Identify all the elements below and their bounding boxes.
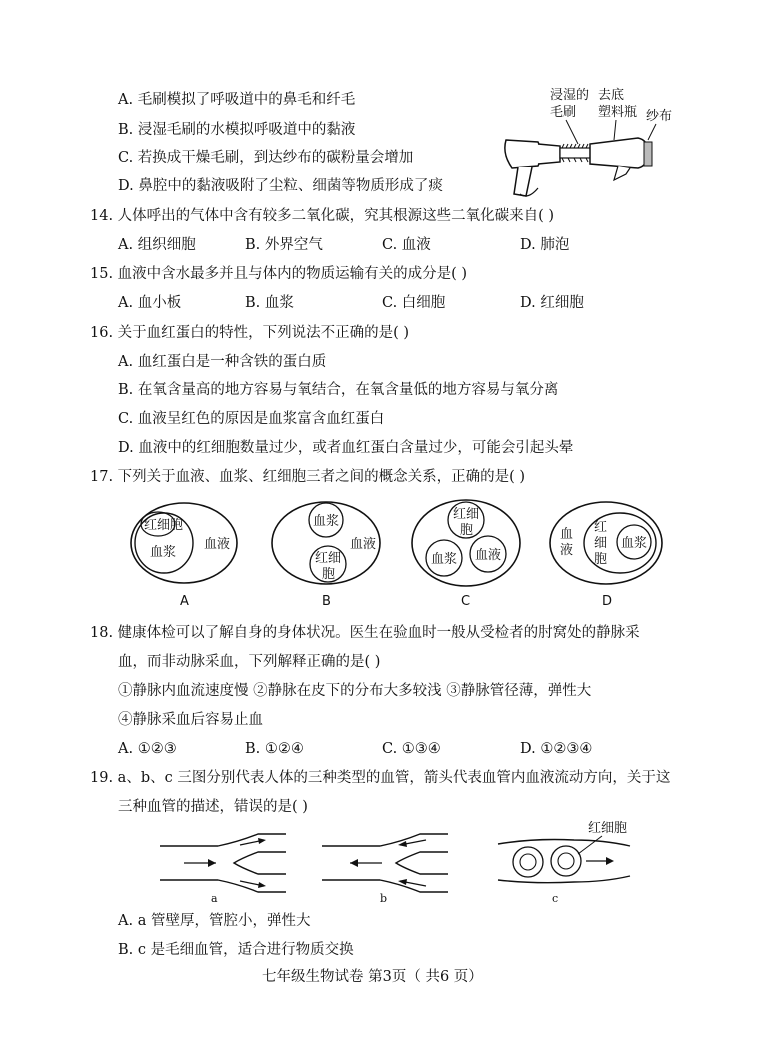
q16-option-a: A. 血红蛋白是一种含铁的蛋白质	[118, 354, 327, 370]
plastic-bottle	[590, 138, 648, 168]
q16-option-b: B. 在氧含量高的地方容易与氧结合，在氧含量低的地方容易与氧分离	[118, 382, 559, 398]
q18-option-c: C. ①③④	[382, 741, 441, 757]
label-bottle-line2: 塑料瓶	[598, 105, 638, 120]
q14-stem: 14. 人体呼出的气体中含有较多二氧化碳，究其根源这些二氧化碳来自( )	[90, 208, 555, 224]
q19-stem-line2: 三种血管的描述，错误的是( )	[118, 799, 308, 815]
label-brush-line2: 毛刷	[550, 105, 577, 120]
diagram-c-top-label-2: 胞	[460, 523, 474, 538]
diagram-a-inner-label: 红细胞	[144, 518, 184, 533]
diagram-c-right-label: 血液	[475, 548, 502, 563]
label-gauze: 纱布	[646, 109, 673, 124]
q17-diagram-b	[268, 498, 388, 610]
q13-figure-hairdryer-apparatus	[498, 82, 718, 202]
q17-stem: 17. 下列关于血液、血浆、红细胞三者之间的概念关系，正确的是( )	[90, 469, 526, 485]
page-footer: 七年级生物试卷 第3页（ 共6 页）	[262, 969, 483, 985]
diagram-c-top-label-1: 红细	[453, 507, 480, 522]
q18-items-line1: ①静脉内血流速度慢 ②静脉在皮下的分布大多较浅 ③静脉管径薄，弹性大	[118, 683, 592, 699]
q15-option-c: C. 白细胞	[382, 295, 446, 311]
q15-option-a: A. 血小板	[118, 295, 182, 311]
q14-option-c: C. 血液	[382, 237, 431, 253]
q13-option-d: D. 鼻腔中的黏液吸附了尘粒、细菌等物质形成了痰	[118, 178, 443, 194]
q14-option-a: A. 组织细胞	[118, 237, 196, 253]
diagram-a-letter: A	[180, 594, 189, 609]
q19-vessel-c	[494, 818, 634, 904]
diagram-d-inner-label: 血浆	[621, 536, 648, 551]
q17-diagram-a	[128, 498, 248, 610]
q15-stem: 15. 血液中含水最多并且与体内的物质运输有关的成分是( )	[90, 266, 468, 282]
diagram-b-bottom-label-2: 胞	[322, 567, 336, 582]
diagram-b-bottom-label-1: 红细	[315, 551, 342, 566]
diagram-b-letter: B	[322, 594, 331, 609]
label-brush-line1: 浸湿的	[550, 88, 590, 103]
q15-option-d: D. 红细胞	[520, 295, 584, 311]
q13-option-c: C. 若换成干燥毛刷，到达纱布的碳粉量会增加	[118, 150, 414, 166]
q17-diagram-d	[546, 498, 670, 610]
hairdryer-head	[505, 140, 541, 168]
diagram-d-outer-label-1: 血	[560, 527, 574, 542]
gauze	[644, 142, 652, 166]
q18-option-b: B. ①②④	[245, 741, 304, 757]
q18-stem-line1: 18. 健康体检可以了解自身的身体状况。医生在验血时一般从受检者的肘窝处的静脉采	[90, 625, 640, 641]
q16-option-d: D. 血液中的红细胞数量过少，或者血红蛋白含量过少，可能会引起头晕	[118, 440, 574, 456]
label-red-blood-cell: 红细胞	[588, 821, 628, 836]
q19-option-a: A. a 管壁厚，管腔小，弹性大	[118, 913, 311, 929]
q19-vessel-a	[158, 832, 288, 904]
vessel-b-label: b	[380, 892, 388, 904]
q13-option-b: B. 浸湿毛刷的水模拟呼吸道中的黏液	[118, 122, 356, 138]
label-bottle-line1: 去底	[598, 88, 625, 103]
q15-option-b: B. 血浆	[245, 295, 294, 311]
vessel-a-label: a	[211, 892, 218, 904]
diagram-d-mid-label-1: 红	[594, 520, 608, 535]
q19-vessel-b	[320, 832, 450, 904]
q18-option-a: A. ①②③	[118, 741, 177, 757]
q14-option-b: B. 外界空气	[245, 237, 323, 253]
q14-option-d: D. 肺泡	[520, 237, 570, 253]
diagram-a-outer-label: 血液	[204, 537, 231, 552]
diagram-d-mid-label-3: 胞	[594, 552, 608, 567]
q18-items-line2: ④静脉采血后容易止血	[118, 712, 263, 728]
diagram-d-letter: D	[602, 594, 613, 609]
hairdryer-handle	[514, 167, 532, 196]
q17-diagram-c	[408, 496, 528, 610]
q16-option-c: C. 血液呈红色的原因是血浆富含血红蛋白	[118, 411, 385, 427]
diagram-c-letter: C	[461, 594, 471, 609]
q18-stem-line2: 血，而非动脉采血，下列解释正确的是( )	[118, 654, 381, 670]
vessel-c-label: c	[552, 892, 559, 904]
q16-stem: 16. 关于血红蛋白的特性，下列说法不正确的是( )	[90, 325, 410, 341]
diagram-d-outer-label-2: 液	[560, 543, 574, 558]
q19-stem-line1: 19. a、b、c 三图分别代表人体的三种类型的血管，箭头代表血管内血液流动方向，关于这	[90, 770, 671, 786]
q19-option-b: B. c 是毛细血管，适合进行物质交换	[118, 942, 354, 958]
diagram-c-left-label: 血浆	[431, 552, 458, 567]
diagram-a-mid-label: 血浆	[150, 545, 177, 560]
q13-option-a: A. 毛刷模拟了呼吸道中的鼻毛和纤毛	[118, 92, 356, 108]
diagram-d-mid-label-2: 细	[594, 536, 608, 551]
q18-option-d: D. ①②③④	[520, 741, 593, 757]
diagram-b-top-label: 血浆	[313, 514, 340, 529]
diagram-b-outer-label: 血液	[350, 537, 377, 552]
